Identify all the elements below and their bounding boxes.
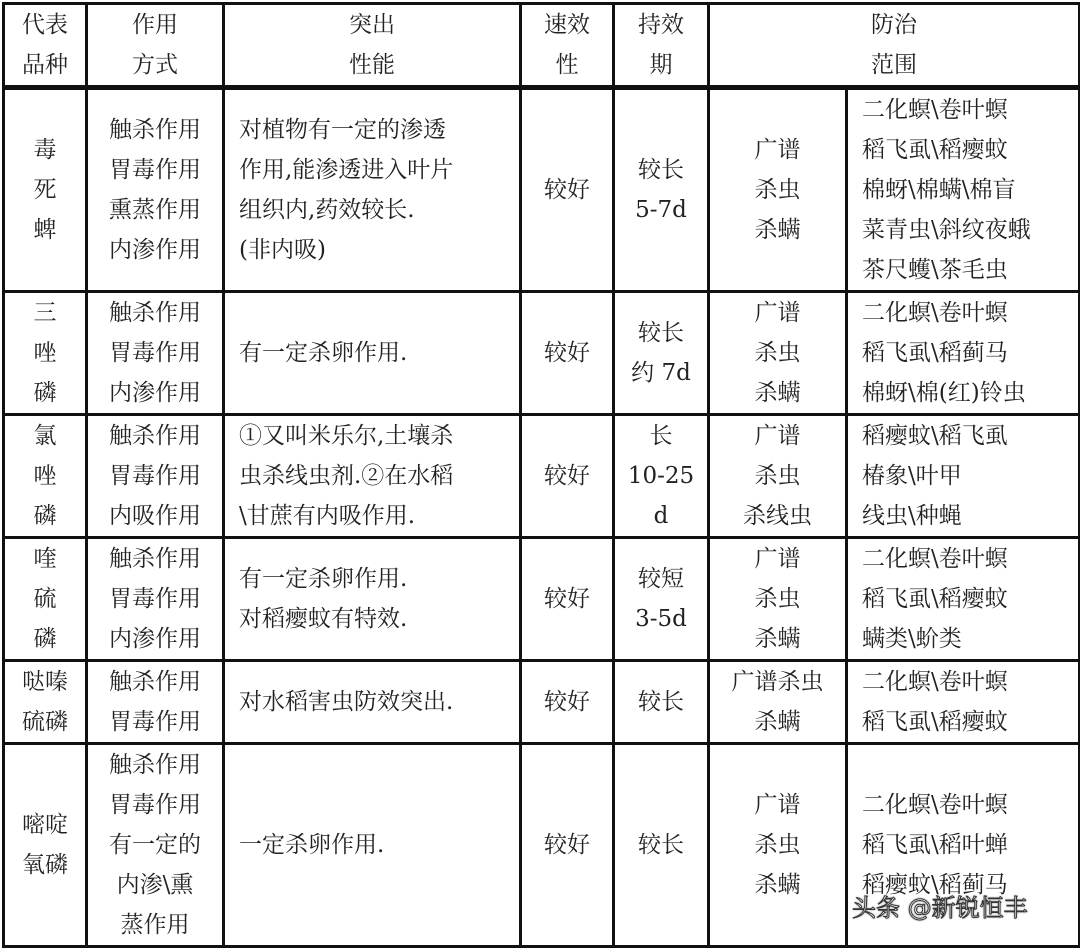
header-duration-line: 期: [649, 52, 673, 78]
cell-spectrum: [709, 415, 847, 538]
cell-variety-line: 喹: [33, 546, 57, 572]
cell-spectrum-line: 杀线虫: [743, 503, 812, 529]
cell-variety-line: 磷: [33, 626, 57, 652]
cell-variety: [4, 415, 87, 538]
cell-performance: [224, 661, 521, 744]
cell-targets-line: 棉蚜\棉螨\棉盲: [862, 177, 1016, 203]
cell-targets-line: 稻飞虱\稻瘿蚊: [862, 709, 1008, 735]
header-performance: [224, 4, 521, 88]
cell-mode-line: 内渗作用: [109, 237, 201, 263]
cell-mode-line: 触杀作用: [109, 669, 201, 695]
cell-spectrum-line: 杀虫: [754, 340, 801, 366]
cell-mode-line: 蒸作用: [120, 912, 190, 938]
cell-duration: [614, 661, 709, 744]
cell-spectrum: [709, 744, 847, 947]
header-row: [4, 4, 1080, 88]
cell-mode-line: 内渗\熏: [116, 872, 194, 898]
header-speed-line: 性: [555, 52, 579, 78]
cell-variety: [4, 88, 87, 292]
cell-performance-line: 对稻瘿蚊有特效.: [239, 606, 408, 632]
cell-duration: [614, 292, 709, 415]
cell-targets: [847, 661, 1080, 744]
cell-performance-line: 有一定杀卵作用.: [239, 566, 408, 592]
cell-spectrum: [709, 538, 847, 661]
cell-spectrum: [709, 292, 847, 415]
cell-mode-line: 胃毒作用: [109, 340, 201, 366]
cell-duration: [614, 744, 709, 947]
cell-duration-line: 约 7d: [631, 360, 691, 386]
cell-spectrum: [709, 88, 847, 292]
cell-mode-line: 熏蒸作用: [109, 197, 201, 223]
header-scope-line: 范围: [871, 52, 917, 78]
cell-targets-line: 二化螟\卷叶螟: [862, 669, 1008, 695]
cell-targets-line: 椿象\叶甲: [862, 463, 962, 489]
cell-mode-line: 触杀作用: [109, 117, 201, 143]
cell-targets: [847, 88, 1080, 292]
cell-mode-line: 胃毒作用: [109, 709, 201, 735]
cell-targets-line: 二化螟\卷叶螟: [862, 300, 1008, 326]
cell-speed: [521, 88, 614, 292]
header-duration: [614, 4, 709, 88]
cell-targets-line: 螨类\蚧类: [862, 626, 962, 652]
cell-performance-line: \甘蔗有内吸作用.: [239, 503, 416, 529]
cell-performance-line: 对植物有一定的渗透: [239, 117, 446, 143]
cell-duration: [614, 88, 709, 292]
cell-spectrum-line: 杀虫: [754, 463, 801, 489]
cell-spectrum-line: 广谱: [754, 792, 801, 818]
cell-targets-line: 二化螟\卷叶螟: [862, 792, 1008, 818]
table-row: [4, 661, 1080, 744]
header-scope-line: 防治: [871, 12, 917, 38]
header-speed: [521, 4, 614, 88]
header-mode-line: 作用: [132, 12, 178, 38]
cell-speed: [521, 292, 614, 415]
cell-spectrum-line: 杀螨: [754, 626, 801, 652]
cell-performance-line: 一定杀卵作用.: [239, 832, 385, 858]
table-row: [4, 88, 1080, 292]
cell-targets-line: 二化螟\卷叶螟: [862, 546, 1008, 572]
cell-spectrum-line: 广谱: [754, 546, 801, 572]
cell-targets: [847, 415, 1080, 538]
header-mode: [87, 4, 224, 88]
cell-spectrum-line: 广谱: [754, 423, 801, 449]
cell-performance: [224, 538, 521, 661]
cell-variety-line: 硫磷: [22, 709, 68, 735]
cell-variety: [4, 661, 87, 744]
cell-performance: [224, 292, 521, 415]
cell-speed-line: 较好: [544, 177, 590, 203]
cell-mode-line: 触杀作用: [109, 546, 201, 572]
cell-performance-line: 对水稻害虫防效突出.: [239, 689, 454, 715]
cell-duration-line: d: [653, 503, 669, 529]
cell-variety-line: 三: [33, 300, 57, 326]
cell-variety-line: 硫: [33, 586, 57, 612]
cell-variety-line: 唑: [33, 463, 57, 489]
cell-spectrum-line: 杀螨: [754, 872, 801, 898]
cell-performance: [224, 415, 521, 538]
cell-spectrum-line: 杀螨: [754, 380, 801, 406]
cell-mode: [87, 744, 224, 947]
cell-spectrum-line: 杀螨: [754, 709, 801, 735]
cell-spectrum-line: 广谱杀虫: [731, 669, 824, 695]
header-performance-line: 突出: [349, 12, 395, 38]
cell-mode-line: 胃毒作用: [109, 586, 201, 612]
cell-speed: [521, 538, 614, 661]
cell-spectrum-line: 广谱: [754, 137, 801, 163]
header-performance-line: 性能: [349, 52, 395, 78]
watermark: 头条 @新锐恒丰: [852, 894, 1028, 922]
cell-targets-line: 棉蚜\棉(红)铃虫: [862, 380, 1026, 406]
cell-performance-line: (非内吸): [239, 237, 326, 263]
cell-mode-line: 触杀作用: [109, 300, 201, 326]
cell-targets-line: 稻飞虱\稻叶蝉: [862, 832, 1008, 858]
cell-mode-line: 胃毒作用: [109, 463, 201, 489]
cell-variety-line: 嘧啶: [22, 812, 68, 838]
cell-performance-line: 虫杀线虫剂.②在水稻: [239, 463, 454, 489]
cell-duration-line: 10-25: [627, 463, 695, 489]
cell-targets-line: 稻飞虱\稻瘿蚊: [862, 586, 1008, 612]
cell-mode-line: 触杀作用: [109, 423, 201, 449]
cell-duration: [614, 415, 709, 538]
cell-targets-line: 二化螟\卷叶螟: [862, 97, 1008, 123]
header-variety: [4, 4, 87, 88]
cell-targets-line: 茶尺蠖\茶毛虫: [862, 257, 1008, 283]
cell-duration-line: 长: [649, 423, 673, 449]
cell-speed-line: 较好: [544, 689, 590, 715]
cell-mode-line: 胃毒作用: [109, 157, 201, 183]
cell-variety: [4, 744, 87, 947]
cell-spectrum-line: 杀虫: [754, 832, 801, 858]
cell-speed-line: 较好: [544, 340, 590, 366]
cell-variety-line: 哒嗪: [22, 669, 68, 695]
cell-performance: [224, 744, 521, 947]
header-speed-line: 速效: [544, 12, 590, 38]
cell-mode-line: 内吸作用: [109, 503, 201, 529]
cell-duration-line: 较长: [638, 320, 684, 346]
cell-duration-line: 较长: [638, 157, 684, 183]
cell-variety-line: 死: [33, 177, 57, 203]
cell-targets-line: 菜青虫\斜纹夜蛾: [862, 217, 1031, 243]
cell-variety-line: 磷: [33, 503, 57, 529]
pesticide-table: [2, 2, 1080, 948]
cell-variety-line: 磷: [33, 380, 57, 406]
cell-targets-line: 稻瘿蚊\稻飞虱: [862, 423, 1008, 449]
cell-speed-line: 较好: [544, 832, 590, 858]
cell-speed: [521, 744, 614, 947]
cell-duration-line: 3-5d: [635, 606, 687, 632]
cell-variety-line: 蜱: [33, 217, 57, 243]
cell-performance-line: 组织内,药效较长.: [239, 197, 415, 223]
cell-performance-line: 作用,能渗透进入叶片: [239, 157, 454, 183]
cell-speed: [521, 661, 614, 744]
cell-targets-line: 稻飞虱\稻瘿蚊: [862, 137, 1008, 163]
cell-targets-line: 稻瘿蚊\稻蓟马: [862, 872, 1008, 898]
cell-duration-line: 5-7d: [635, 197, 687, 223]
cell-speed-line: 较好: [544, 586, 590, 612]
cell-duration-line: 较短: [638, 566, 684, 592]
cell-duration-line: 较长: [638, 689, 684, 715]
cell-mode-line: 触杀作用: [109, 752, 201, 778]
header-duration-line: 持效: [638, 12, 684, 38]
table-row: [4, 292, 1080, 415]
cell-variety-line: 唑: [33, 340, 57, 366]
table-row: [4, 538, 1080, 661]
header-variety-line: 代表: [22, 12, 68, 38]
cell-variety-line: 毒: [33, 137, 57, 163]
cell-performance-line: ①又叫米乐尔,土壤杀: [239, 423, 454, 449]
cell-speed: [521, 415, 614, 538]
cell-targets: [847, 538, 1080, 661]
cell-mode: [87, 88, 224, 292]
header-variety-line: 品种: [22, 52, 68, 78]
cell-mode: [87, 538, 224, 661]
cell-mode: [87, 661, 224, 744]
cell-variety-line: 氧磷: [22, 852, 68, 878]
cell-mode: [87, 415, 224, 538]
cell-duration: [614, 538, 709, 661]
cell-duration-line: 较长: [638, 832, 684, 858]
cell-mode-line: 胃毒作用: [109, 792, 201, 818]
cell-speed-line: 较好: [544, 463, 590, 489]
cell-variety: [4, 292, 87, 415]
cell-targets: [847, 292, 1080, 415]
header-mode-line: 方式: [132, 52, 178, 78]
cell-spectrum: [709, 661, 847, 744]
cell-targets-line: 线虫\种蝇: [862, 503, 962, 529]
cell-variety-line: 氯: [33, 423, 57, 449]
cell-performance-line: 有一定杀卵作用.: [239, 340, 408, 366]
cell-spectrum-line: 广谱: [754, 300, 801, 326]
table-row: [4, 415, 1080, 538]
cell-spectrum-line: 杀虫: [754, 586, 801, 612]
cell-targets-line: 稻飞虱\稻蓟马: [862, 340, 1008, 366]
cell-mode: [87, 292, 224, 415]
cell-performance: [224, 88, 521, 292]
cell-spectrum-line: 杀螨: [754, 217, 801, 243]
header-scope: [709, 4, 1080, 88]
cell-spectrum-line: 杀虫: [754, 177, 801, 203]
cell-variety: [4, 538, 87, 661]
cell-mode-line: 有一定的: [109, 832, 201, 858]
cell-mode-line: 内渗作用: [109, 626, 201, 652]
cell-mode-line: 内渗作用: [109, 380, 201, 406]
